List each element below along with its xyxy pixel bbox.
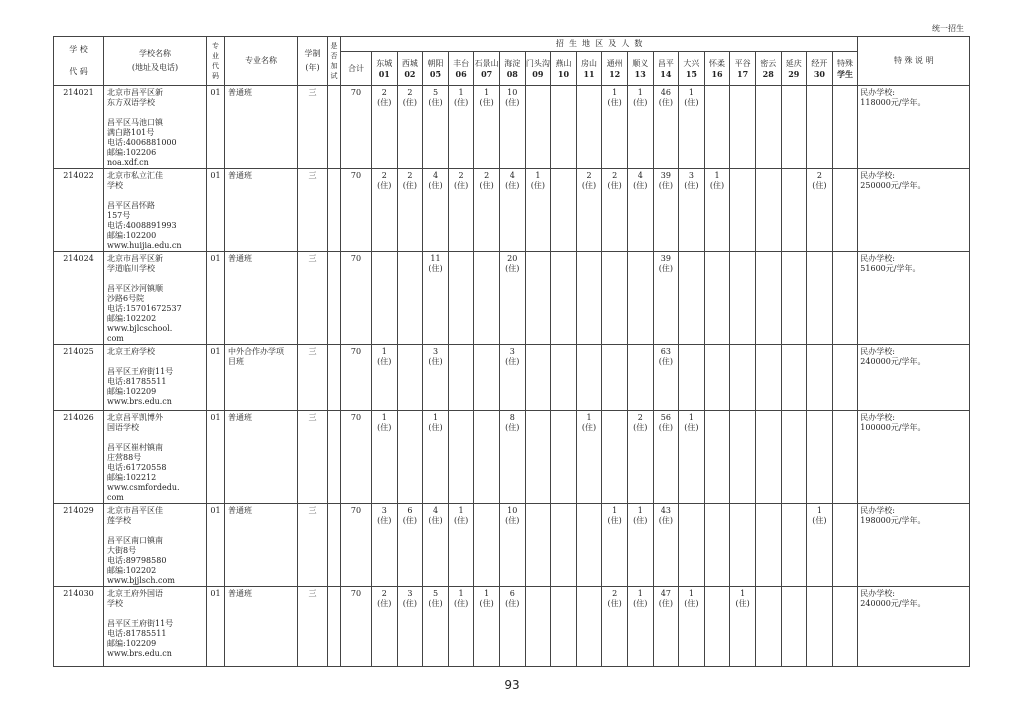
major-name: 普通班 xyxy=(225,587,298,667)
district-count: 2 (住) xyxy=(807,169,833,252)
school-code: 214021 xyxy=(54,86,104,169)
district-count: 1 (住) xyxy=(448,86,474,169)
duration: 三 xyxy=(298,345,328,411)
th-district xyxy=(653,52,679,86)
district-code: 29 xyxy=(788,68,800,79)
district-code: 30 xyxy=(813,68,825,79)
school-code: 214022 xyxy=(54,169,104,252)
district-count xyxy=(807,345,833,411)
district-count xyxy=(832,86,858,169)
total-count: 70 xyxy=(341,411,372,504)
district-count xyxy=(551,86,577,169)
duration: 三 xyxy=(298,252,328,345)
school-code: 214030 xyxy=(54,587,104,667)
district-count: 1 (住) xyxy=(474,86,500,169)
school-info: 北京市昌平区佳 莲学校 昌平区南口镇南 大街8号 电话:89798580 邮编:102202 www.bjjlsch.com xyxy=(104,504,207,587)
district-count: 2 (住) xyxy=(397,86,423,169)
district-count xyxy=(755,86,781,169)
school-info: 北京市昌平区新 东方双语学校 昌平区马池口镇 满白路101号 电话:4006881000 邮编:102206 noa.xdf.cn xyxy=(104,86,207,169)
district-name: 特殊 xyxy=(836,58,853,68)
district-count: 3 (住) xyxy=(397,587,423,667)
district-code: 17 xyxy=(737,68,749,79)
school-code: 214025 xyxy=(54,345,104,411)
district-code: 10 xyxy=(557,68,570,79)
district-count xyxy=(602,411,628,504)
district-count xyxy=(679,345,705,411)
extra-test xyxy=(328,252,341,345)
major-name: 普通班 xyxy=(225,411,298,504)
district-count: 3 (住) xyxy=(423,345,449,411)
district-count xyxy=(474,252,500,345)
school-info: 北京市私立汇佳 学校 昌平区昌怀路 157号 电话:4008891993 邮编:102200 www.huijia.edu.cn xyxy=(104,169,207,252)
district-count xyxy=(781,587,807,667)
district-count xyxy=(832,169,858,252)
district-count xyxy=(474,345,500,411)
th-district xyxy=(372,52,398,86)
district-count: 2 (住) xyxy=(397,169,423,252)
th-district xyxy=(551,52,577,86)
district-name: 燕山 xyxy=(555,58,572,68)
major-code: 01 xyxy=(207,252,225,345)
district-count xyxy=(448,345,474,411)
district-count xyxy=(704,411,730,504)
extra-test xyxy=(328,345,341,411)
district-count xyxy=(704,345,730,411)
district-count: 10 (住) xyxy=(499,504,525,587)
district-code: 12 xyxy=(609,68,621,79)
th-region-title: 招 生 地 区 及 人 数 xyxy=(341,37,858,52)
extra-test xyxy=(328,169,341,252)
total-count: 70 xyxy=(341,86,372,169)
district-name: 密云 xyxy=(760,58,777,68)
district-count xyxy=(832,252,858,345)
district-count: 4 (住) xyxy=(423,169,449,252)
th-district xyxy=(499,52,525,86)
district-count: 2 (住) xyxy=(372,169,398,252)
district-count xyxy=(781,504,807,587)
district-count: 56 (住) xyxy=(653,411,679,504)
district-name: 顺义 xyxy=(632,58,649,68)
major-name: 中外合作办学项 目班 xyxy=(225,345,298,411)
district-count: 2 (住) xyxy=(602,169,628,252)
major-name: 普通班 xyxy=(225,504,298,587)
district-count xyxy=(704,504,730,587)
district-count: 1 (住) xyxy=(807,504,833,587)
district-count xyxy=(679,504,705,587)
district-name: 平谷 xyxy=(734,58,751,68)
table-row xyxy=(54,169,970,252)
major-name: 普通班 xyxy=(225,169,298,252)
district-name: 朝阳 xyxy=(427,58,444,68)
district-count: 1 (住) xyxy=(525,169,551,252)
district-count: 6 (住) xyxy=(499,587,525,667)
district-count xyxy=(576,252,602,345)
district-count: 1 (住) xyxy=(372,345,398,411)
duration: 三 xyxy=(298,504,328,587)
school-info: 北京王府学校 昌平区王府街11号 电话:81785511 邮编:102209 www.brs.edu.cn xyxy=(104,345,207,411)
district-code: 07 xyxy=(481,68,493,79)
admission-table xyxy=(53,36,970,667)
school-info: 北京昌平凯博外 国语学校 昌平区崔村镇南 庄营88号 电话:61720558 邮编:102212 www.csmfordedu. com xyxy=(104,411,207,504)
special-note: 民办学校: 51600元/学年。 xyxy=(858,252,970,345)
th-district xyxy=(448,52,474,86)
header-note: 统一招生 xyxy=(932,24,964,33)
district-count xyxy=(781,86,807,169)
district-code: 15 xyxy=(685,68,697,79)
district-count: 46 (住) xyxy=(653,86,679,169)
district-count xyxy=(832,587,858,667)
th-total: 合计 xyxy=(341,52,372,86)
district-count: 43 (住) xyxy=(653,504,679,587)
th-district xyxy=(474,52,500,86)
extra-test xyxy=(328,504,341,587)
th-district xyxy=(679,52,705,86)
district-count: 6 (住) xyxy=(397,504,423,587)
district-count: 3 (住) xyxy=(679,169,705,252)
district-count: 5 (住) xyxy=(423,587,449,667)
th-school-name: 学校名称 (地址及电话) xyxy=(104,37,207,86)
district-count xyxy=(372,252,398,345)
extra-test xyxy=(328,86,341,169)
total-count: 70 xyxy=(341,252,372,345)
district-count xyxy=(755,252,781,345)
major-code: 01 xyxy=(207,169,225,252)
district-name: 经开 xyxy=(811,58,828,68)
district-count xyxy=(679,252,705,345)
district-count: 47 (住) xyxy=(653,587,679,667)
th-district xyxy=(755,52,781,86)
district-count: 1 (住) xyxy=(627,504,653,587)
th-district xyxy=(832,52,858,86)
district-code: 16 xyxy=(711,68,723,79)
district-name: 门头沟 xyxy=(525,58,550,68)
district-count: 8 (住) xyxy=(499,411,525,504)
district-count: 1 (住) xyxy=(576,411,602,504)
district-count: 39 (住) xyxy=(653,252,679,345)
district-count xyxy=(602,252,628,345)
total-count: 70 xyxy=(341,169,372,252)
district-name: 通州 xyxy=(606,58,623,68)
district-count xyxy=(525,587,551,667)
district-count: 1 (住) xyxy=(627,86,653,169)
district-count: 10 (住) xyxy=(499,86,525,169)
district-count xyxy=(730,504,756,587)
th-note: 特 殊 说 明 xyxy=(858,37,970,86)
extra-test xyxy=(328,587,341,667)
district-count xyxy=(730,252,756,345)
district-count: 39 (住) xyxy=(653,169,679,252)
major-code: 01 xyxy=(207,504,225,587)
district-count xyxy=(781,252,807,345)
district-count xyxy=(551,504,577,587)
district-count xyxy=(627,345,653,411)
table-row xyxy=(54,587,970,667)
th-district xyxy=(807,52,833,86)
district-code: 11 xyxy=(583,68,595,79)
district-count: 2 (住) xyxy=(474,169,500,252)
district-count xyxy=(832,411,858,504)
district-count xyxy=(704,252,730,345)
district-count xyxy=(755,587,781,667)
duration: 三 xyxy=(298,411,328,504)
district-count xyxy=(525,86,551,169)
table-row xyxy=(54,504,970,587)
district-code: 08 xyxy=(506,68,518,79)
special-note: 民办学校: 250000元/学年。 xyxy=(858,169,970,252)
special-note: 民办学校: 240000元/学年。 xyxy=(858,345,970,411)
district-name: 房山 xyxy=(581,58,598,68)
district-count xyxy=(525,411,551,504)
district-count xyxy=(730,411,756,504)
district-name: 昌平 xyxy=(657,58,674,68)
district-count: 1 (住) xyxy=(627,587,653,667)
district-count xyxy=(807,252,833,345)
district-count xyxy=(755,411,781,504)
district-count xyxy=(551,345,577,411)
district-count xyxy=(397,252,423,345)
page-number: 93 xyxy=(504,678,520,692)
district-count xyxy=(551,252,577,345)
th-district xyxy=(627,52,653,86)
district-count xyxy=(755,504,781,587)
district-count: 2 (住) xyxy=(627,411,653,504)
district-code: 14 xyxy=(660,68,672,79)
special-note: 民办学校: 118000元/学年。 xyxy=(858,86,970,169)
district-count xyxy=(807,411,833,504)
district-count xyxy=(730,86,756,169)
district-count xyxy=(781,345,807,411)
major-name: 普通班 xyxy=(225,86,298,169)
major-code: 01 xyxy=(207,411,225,504)
special-note: 民办学校: 240000元/学年。 xyxy=(858,587,970,667)
district-code: 09 xyxy=(532,68,544,79)
district-name: 延庆 xyxy=(785,58,802,68)
district-count: 1 (住) xyxy=(423,411,449,504)
th-district xyxy=(525,52,551,86)
district-count xyxy=(807,86,833,169)
district-count: 1 (住) xyxy=(679,411,705,504)
district-count xyxy=(525,504,551,587)
district-count: 1 (住) xyxy=(602,504,628,587)
district-count xyxy=(397,345,423,411)
district-count xyxy=(474,504,500,587)
district-count xyxy=(448,252,474,345)
district-count xyxy=(755,345,781,411)
district-code: 学生 xyxy=(836,68,853,79)
district-count xyxy=(781,169,807,252)
district-count: 1 (住) xyxy=(448,587,474,667)
school-info: 北京市昌平区新 学道临川学校 昌平区沙河镇顺 沙路6号院 电话:15701672537 邮编:102202 www.bjlcschool. com xyxy=(104,252,207,345)
district-count: 2 (住) xyxy=(372,86,398,169)
total-count: 70 xyxy=(341,345,372,411)
district-count xyxy=(627,252,653,345)
school-info: 北京王府外国语 学校 昌平区王府街11号 电话:81785511 邮编:102209 www.brs.edu.cn xyxy=(104,587,207,667)
th-district xyxy=(730,52,756,86)
district-count xyxy=(576,587,602,667)
district-count: 1 (住) xyxy=(474,587,500,667)
district-count: 1 (住) xyxy=(679,86,705,169)
th-duration: 学制 (年) xyxy=(298,37,328,86)
th-district xyxy=(781,52,807,86)
district-count xyxy=(832,504,858,587)
th-extra-test: 是 否 加 试 xyxy=(328,37,341,86)
major-name: 普通班 xyxy=(225,252,298,345)
district-name: 西城 xyxy=(401,58,418,68)
district-count: 1 (住) xyxy=(730,587,756,667)
total-count: 70 xyxy=(341,587,372,667)
th-district xyxy=(602,52,628,86)
district-code: 05 xyxy=(429,68,442,79)
district-code: 13 xyxy=(634,68,646,79)
district-code: 28 xyxy=(762,68,774,79)
district-count xyxy=(525,252,551,345)
district-name: 石景山 xyxy=(474,58,499,68)
district-count xyxy=(551,169,577,252)
district-count: 3 (住) xyxy=(372,504,398,587)
duration: 三 xyxy=(298,86,328,169)
district-count xyxy=(704,587,730,667)
district-count: 1 (住) xyxy=(679,587,705,667)
district-count: 1 (住) xyxy=(448,504,474,587)
district-code: 02 xyxy=(404,68,416,79)
district-name: 海淀 xyxy=(504,58,521,68)
th-school-code: 学 校 代 码 xyxy=(54,37,104,86)
district-count: 4 (住) xyxy=(627,169,653,252)
district-count xyxy=(576,86,602,169)
district-name: 怀柔 xyxy=(709,58,726,68)
district-count: 1 (住) xyxy=(372,411,398,504)
district-count xyxy=(704,86,730,169)
th-district xyxy=(397,52,423,86)
th-major-name: 专业名称 xyxy=(225,37,298,86)
major-code: 01 xyxy=(207,86,225,169)
district-count xyxy=(576,504,602,587)
district-count: 2 (住) xyxy=(602,587,628,667)
total-count: 70 xyxy=(341,504,372,587)
special-note: 民办学校: 198000元/学年。 xyxy=(858,504,970,587)
district-count xyxy=(730,169,756,252)
table-row xyxy=(54,86,970,169)
district-count: 3 (住) xyxy=(499,345,525,411)
district-count: 1 (住) xyxy=(602,86,628,169)
th-district xyxy=(423,52,449,86)
district-count xyxy=(832,345,858,411)
table-row xyxy=(54,411,970,504)
district-count xyxy=(755,169,781,252)
table-row xyxy=(54,252,970,345)
district-count xyxy=(397,411,423,504)
district-count xyxy=(448,411,474,504)
th-district xyxy=(576,52,602,86)
district-count: 2 (住) xyxy=(448,169,474,252)
special-note: 民办学校: 100000元/学年。 xyxy=(858,411,970,504)
duration: 三 xyxy=(298,169,328,252)
district-count xyxy=(551,587,577,667)
district-count: 1 (住) xyxy=(704,169,730,252)
school-code: 214029 xyxy=(54,504,104,587)
district-count: 20 (住) xyxy=(499,252,525,345)
district-count: 4 (住) xyxy=(499,169,525,252)
district-count: 63 (住) xyxy=(653,345,679,411)
district-count xyxy=(807,587,833,667)
district-count xyxy=(576,345,602,411)
district-count: 5 (住) xyxy=(423,86,449,169)
district-count xyxy=(525,345,551,411)
district-name: 大兴 xyxy=(683,58,700,68)
district-code: 06 xyxy=(455,68,467,79)
table-row xyxy=(54,345,970,411)
district-count: 4 (住) xyxy=(423,504,449,587)
school-code: 214026 xyxy=(54,411,104,504)
th-major-code: 专 业 代 码 xyxy=(207,37,225,86)
district-name: 丰台 xyxy=(453,58,470,68)
district-name: 东城 xyxy=(376,58,393,68)
district-count xyxy=(730,345,756,411)
school-code: 214024 xyxy=(54,252,104,345)
district-count xyxy=(474,411,500,504)
extra-test xyxy=(328,411,341,504)
district-count: 11 (住) xyxy=(423,252,449,345)
th-district xyxy=(704,52,730,86)
district-count: 2 (住) xyxy=(372,587,398,667)
district-code: 01 xyxy=(378,68,390,79)
district-count xyxy=(551,411,577,504)
duration: 三 xyxy=(298,587,328,667)
district-count xyxy=(781,411,807,504)
district-count xyxy=(602,345,628,411)
major-code: 01 xyxy=(207,345,225,411)
major-code: 01 xyxy=(207,587,225,667)
district-count: 2 (住) xyxy=(576,169,602,252)
